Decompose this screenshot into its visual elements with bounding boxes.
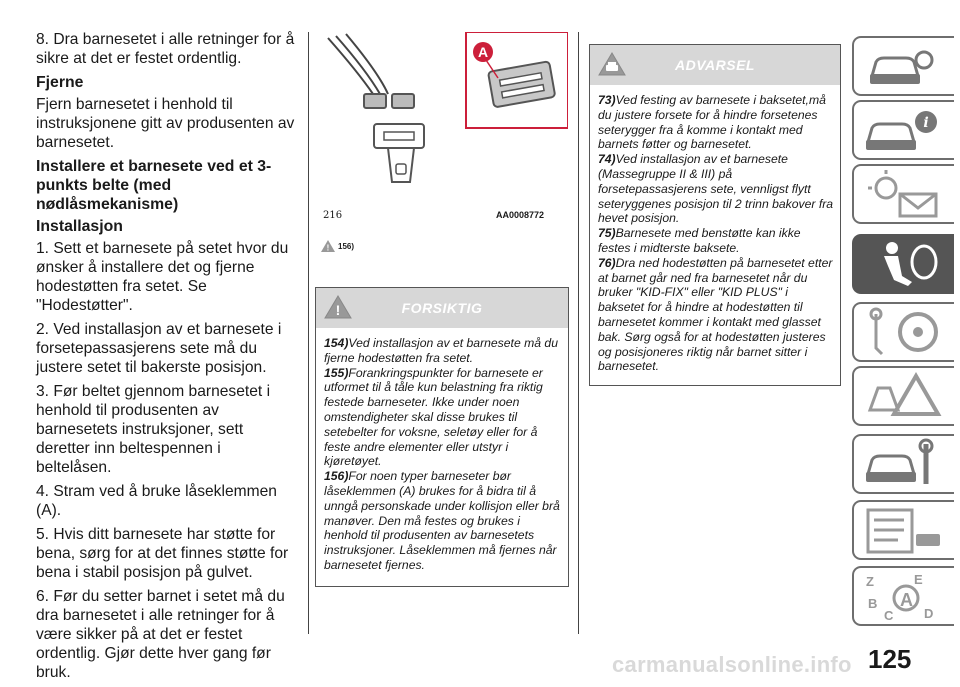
warning-body	[590, 85, 840, 382]
item-number: 155)	[324, 365, 349, 380]
warning-triangle-icon	[854, 368, 952, 424]
item-number: 156)	[324, 469, 349, 484]
item-text: Ved installasjon av et barnesete (Massegruppe II & III) på forsetepassasjerens sete, vennligst flytt seteryggenes posisjon til 2 trinn bakover fra hevet posisjon.	[598, 152, 834, 226]
item-text: Ved festing av barnesete i baksetet,må du justere forsete for å hindre forsetenes seterygger fra å komme i kontakt med barnets føtter og barnesetet.	[598, 93, 826, 152]
paragraph: Fjern barnesetet i henhold til instruksjonene gitt av produsenten av barnesetet.	[36, 96, 295, 151]
item-number: 154)	[324, 336, 349, 350]
list-car-icon	[854, 502, 952, 558]
warning-item	[598, 226, 834, 256]
tab-index[interactable]	[852, 566, 954, 626]
step-4: 4. Stram ved å bruke låseklemmen (A).	[36, 483, 277, 519]
step-5: 5. Hvis ditt barnesete har støtte for bena, sørg for at det finnes støtte for bena i stabil posisjon på gulvet.	[36, 526, 289, 581]
item-text: Dra ned hodestøtten på barnesetet etter at barnet går ned fra barnesetet når du bruker "KID-FIX" eller "KID PLUS" i baksetet for å hindre at hodestøtten til barnesetet kommer i kontakt med glasset bak. Sørg også for at hodestøtten justeres og posisjoneres riktig når barnet sitter i barnesetet.	[598, 255, 833, 374]
tab-emergency[interactable]	[852, 366, 954, 426]
watermark: carmanualsonline.info	[612, 652, 852, 677]
item-number: 73)	[598, 93, 616, 107]
alphabet-index-icon	[854, 568, 952, 624]
heading-fjerne: Fjerne	[36, 74, 84, 91]
tab-car-info[interactable]	[852, 100, 954, 160]
paragraph: 8. Dra barnesetet i alle retninger for å sikre at det er festet ordentlig.	[36, 31, 295, 67]
step-6: 6. Før du setter barnet i setet må du dra barnesetet i alle retninger for å være sikker på at det er festet ordentlig. Gjør dette hver gang før bruk.	[36, 588, 285, 681]
warning-box	[589, 44, 841, 386]
tab-starting-driving[interactable]	[852, 302, 954, 362]
item-text: For noen typer barneseter bør låseklemmen (A) brukes for å bidra til å unngå personskade under kollisjon eller brå manøver. Den må festes og brukes i henhold til produsenten av barnesetets instruksjoner. Låseklemmen må fjernes når barnesetet fjernes.	[324, 469, 560, 572]
left-column	[36, 30, 298, 687]
caution-item	[324, 469, 562, 573]
svg-text:Z: Z	[866, 574, 874, 589]
caution-item	[324, 336, 562, 366]
page-number: 125	[868, 644, 912, 674]
svg-text:E: E	[914, 572, 923, 587]
tab-safety[interactable]	[852, 234, 954, 294]
tab-technical-data[interactable]	[852, 500, 954, 560]
step-1: 1. Sett et barnesete på setet hvor du ønsker å installere det og fjerne hodestøtten fra setet. Se "Hodestøtter".	[36, 240, 289, 314]
heading-install: Installere et barnesete ved et 3-punkts belte (med nødlåsmekanisme)	[36, 158, 272, 213]
warning-triangle-icon	[321, 240, 335, 252]
key-steering-icon	[854, 304, 952, 360]
item-number: 74)	[598, 152, 616, 167]
light-envelope-icon	[854, 166, 952, 222]
warning-item	[598, 152, 834, 226]
heading-installasjon: Installasjon	[36, 218, 123, 235]
car-wrench-icon	[854, 436, 952, 492]
tab-lights-messages[interactable]	[852, 164, 954, 224]
caution-box	[315, 287, 569, 587]
svg-text:!: !	[335, 302, 341, 318]
item-text: Barnesete med benstøtte kan ikke festes i midterste baksete.	[598, 226, 801, 255]
svg-text:B: B	[868, 596, 878, 611]
warning-item	[598, 93, 834, 152]
warning-box-header	[590, 45, 840, 85]
car-dashboard-icon	[854, 38, 952, 94]
caution-body	[316, 328, 568, 581]
figure-code: AA0008772	[496, 210, 545, 220]
item-text: Forankringspunkter for barnesete er utformet til å tåle kun belastning fra riktig festede barneseter. Ikke under noen omstendigheter skal disse brukes til setebelter for voksne, seletøy eller for å feste andre elementer eller utstyr i kjøretøyet.	[324, 365, 543, 469]
column-divider	[308, 32, 309, 634]
belt-lock-clip-illustration	[318, 32, 568, 232]
footnote-reference	[321, 240, 354, 252]
column-divider	[578, 32, 579, 634]
caution-item	[324, 366, 562, 470]
figure-number: 216	[323, 210, 343, 221]
car-info-icon	[854, 102, 952, 158]
svg-text:!: !	[326, 243, 330, 252]
caution-title: FORSIKTIG	[401, 300, 483, 316]
footnote-ref-text: 156)	[338, 241, 355, 251]
svg-text:D: D	[924, 606, 934, 621]
svg-text:A: A	[900, 590, 913, 610]
svg-text:i: i	[923, 115, 929, 131]
callout-label-a: A	[477, 44, 489, 60]
step-3: 3. Før beltet gjennom barnesetet i henhold til produsenten av barnesetets instruksjoner, sett deretter inn beltespennen i beltelåsen.	[36, 383, 271, 476]
step-2: 2. Ved installasjon av et barnesete i forsetepassasjerens sete må du justere setet til bakerste posisjon.	[36, 321, 282, 376]
warning-item	[598, 256, 834, 374]
item-text: Ved installasjon av et barnesete må du fjerne hodestøtten fra setet.	[324, 336, 558, 365]
tab-car-dashboard[interactable]	[852, 36, 954, 96]
warning-title: ADVARSEL	[675, 57, 755, 73]
item-number: 75)	[598, 226, 616, 241]
airbag-person-icon	[854, 236, 952, 292]
caution-box-header	[316, 288, 568, 328]
tab-maintenance[interactable]	[852, 434, 954, 494]
item-number: 76)	[598, 255, 616, 270]
svg-text:C: C	[884, 608, 894, 623]
